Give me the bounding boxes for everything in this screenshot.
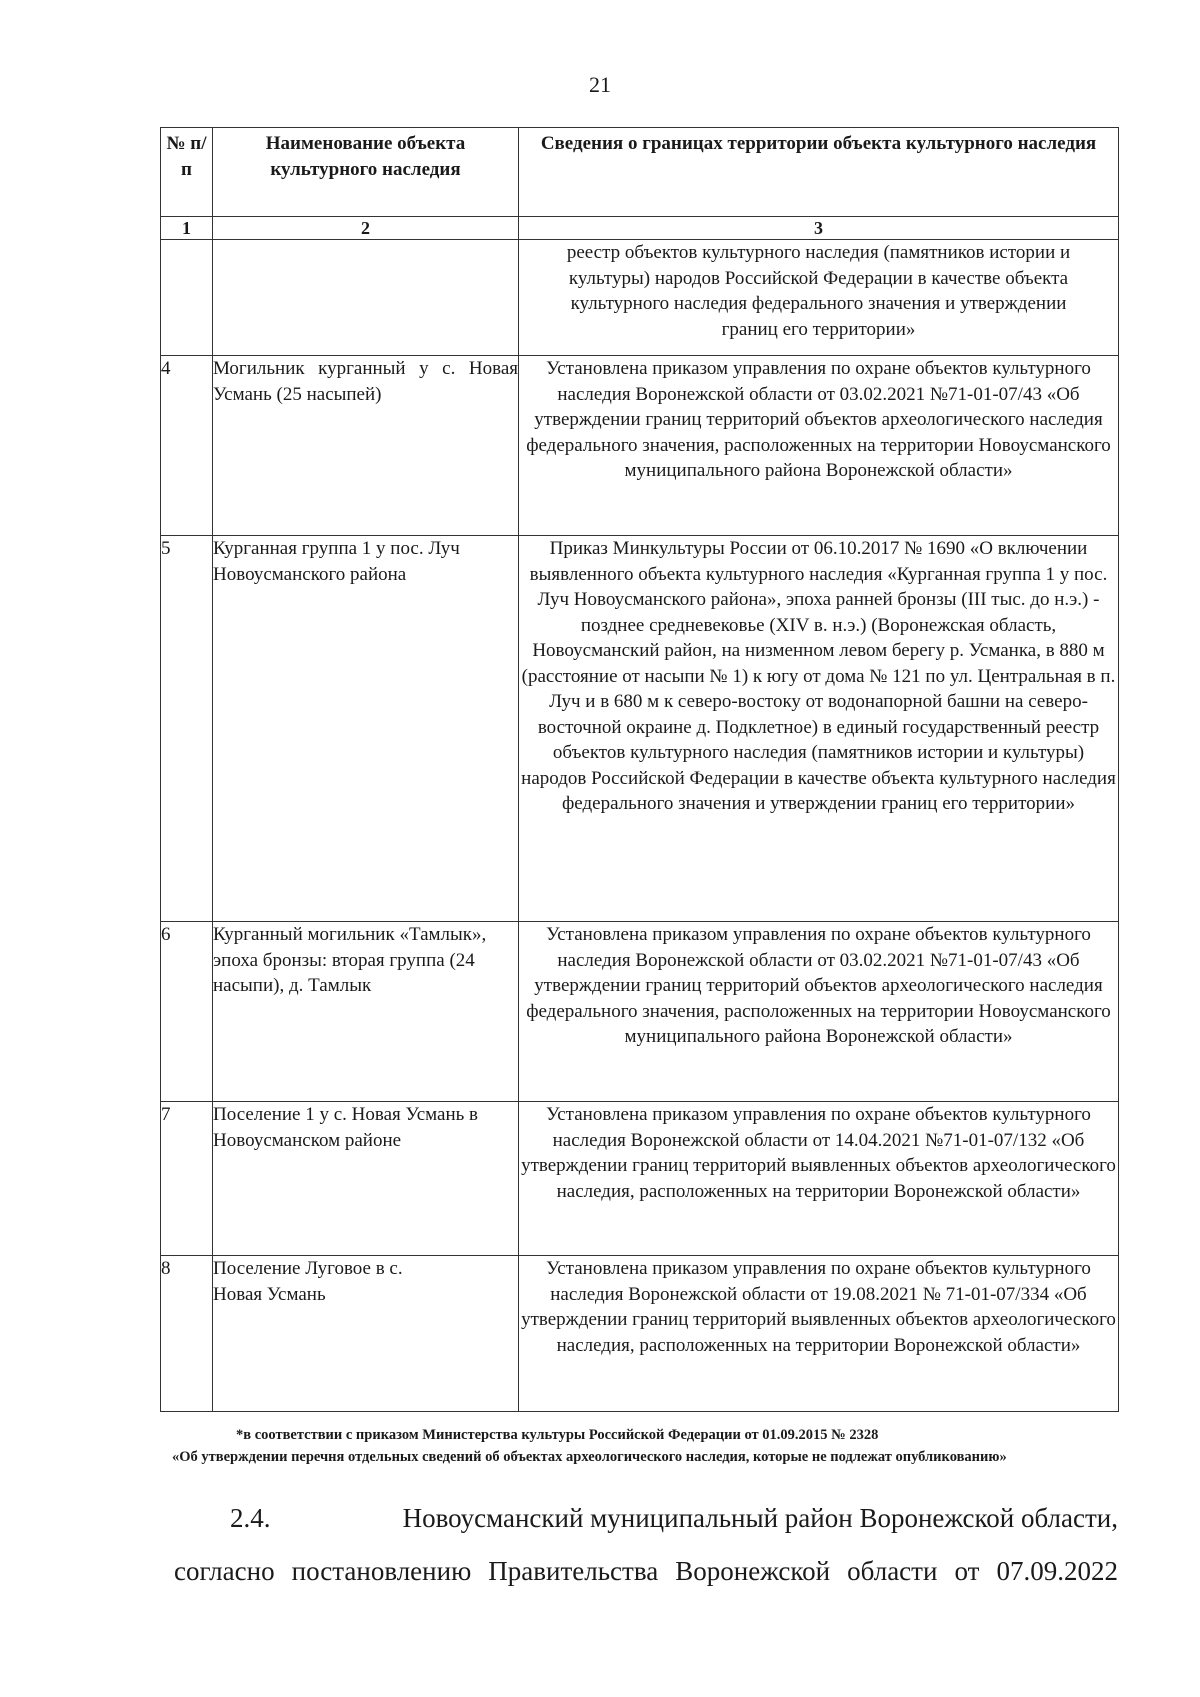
boundary-info: Установлена приказом управления по охране объектов культурного наследия Воронежской области от 03.02.2021 №71-01-07/43 «Об утверждении границ территорий объектов археологического наследия федерального значения, расположенных на территории Новоусманского муниципального района Воронежской области» [519, 922, 1119, 1102]
footnote-line: «Об утверждении перечня отдельных сведений об объектах археологического наследия, которые не подлежат опубликованию» [172, 1449, 1007, 1465]
object-name: Курганная группа 1 у пос. Луч Новоусманского района [213, 536, 519, 922]
boundary-info: Установлена приказом управления по охране объектов культурного наследия Воронежской области от 03.02.2021 №71-01-07/43 «Об утверждении границ территорий объектов археологического наследия федерального значения, расположенных на территории Новоусманского муниципального района Воронежской области» [519, 356, 1119, 536]
header-info: Сведения о границах территории объекта культурного наследия [519, 128, 1119, 217]
column-number: 2 [213, 217, 519, 240]
heritage-table [160, 127, 1119, 1412]
object-name: Могильник курганный у с. Новая Усмань (25 насыпей) [213, 356, 519, 536]
page-number: 21 [589, 72, 611, 97]
boundary-info: реестр объектов культурного наследия (памятников истории и культуры) народов Российской Федерации в качестве объекта культурного наследия федерального значения и утверждении границ его территории» [519, 240, 1119, 356]
paragraph-text: Новоусманский муниципальный район Воронежской области, [402, 1503, 1118, 1533]
table-row [161, 536, 1119, 922]
header-num: № п/п [161, 128, 213, 217]
object-name [213, 240, 519, 356]
body-paragraph [174, 1492, 1118, 1598]
paragraph-number: 2.4. [230, 1503, 271, 1533]
row-number: 5 [161, 536, 213, 922]
table-row [161, 1256, 1119, 1412]
row-number: 4 [161, 356, 213, 536]
object-name: Поселение 1 у с. Новая Усмань в Новоусманском районе [213, 1102, 519, 1256]
object-name: Поселение Луговое в с. Новая Усмань [213, 1256, 519, 1412]
header-name: Наименование объекта культурного наследия [213, 128, 519, 217]
boundary-info: Установлена приказом управления по охране объектов культурного наследия Воронежской области от 19.08.2021 № 71-01-07/334 «Об утверждении границ территорий выявленных объектов археологического наследия, расположенных на территории Воронежской области» [519, 1256, 1119, 1412]
table-row [161, 356, 1119, 536]
table-row [161, 1102, 1119, 1256]
column-number-row [161, 217, 1119, 240]
footnote-line: *в соответствии с приказом Министерства культуры Российской Федерации от 01.09.2015 № 2328 [236, 1427, 879, 1443]
footnote [172, 1424, 1118, 1468]
column-number: 1 [161, 217, 213, 240]
row-number: 7 [161, 1102, 213, 1256]
table-row [161, 240, 1119, 356]
column-number: 3 [519, 217, 1119, 240]
object-name: Курганный могильник «Тамлык», эпоха бронзы: вторая группа (24 насыпи), д. Тамлык [213, 922, 519, 1102]
paragraph-line: согласно постановлению Правительства Воронежской области от 07.09.2022 [174, 1556, 1118, 1586]
boundary-info: Установлена приказом управления по охране объектов культурного наследия Воронежской области от 14.04.2021 №71-01-07/132 «Об утверждении границ территорий выявленных объектов археологического наследия, расположенных на территории Воронежской области» [519, 1102, 1119, 1256]
row-number: 6 [161, 922, 213, 1102]
table-header-row [161, 128, 1119, 217]
paragraph-line [174, 1492, 1118, 1545]
row-number [161, 240, 213, 356]
boundary-info: Приказ Минкультуры России от 06.10.2017 № 1690 «О включении выявленного объекта культурного наследия «Курганная группа 1 у пос. Луч Новоусманского района», эпоха ранней бронзы (III тыс. до н.э.) - позднее средневековье (XIV в. н.э.) (Воронежская область, Новоусманский район, на низменном левом берегу р. Усманка, в 880 м (расстояние от насыпи № 1) к югу от дома № 121 по ул. Центральная в п. Луч и в 680 м к северо-востоку от водонапорной башни на северо-восточной окраине д. Подклетное) в единый государственный реестр объектов культурного наследия (памятников истории и культуры) народов Российской Федерации в качестве объекта культурного наследия федерального значения и утверждении границ его территории» [519, 536, 1119, 922]
table-row [161, 922, 1119, 1102]
row-number: 8 [161, 1256, 213, 1412]
